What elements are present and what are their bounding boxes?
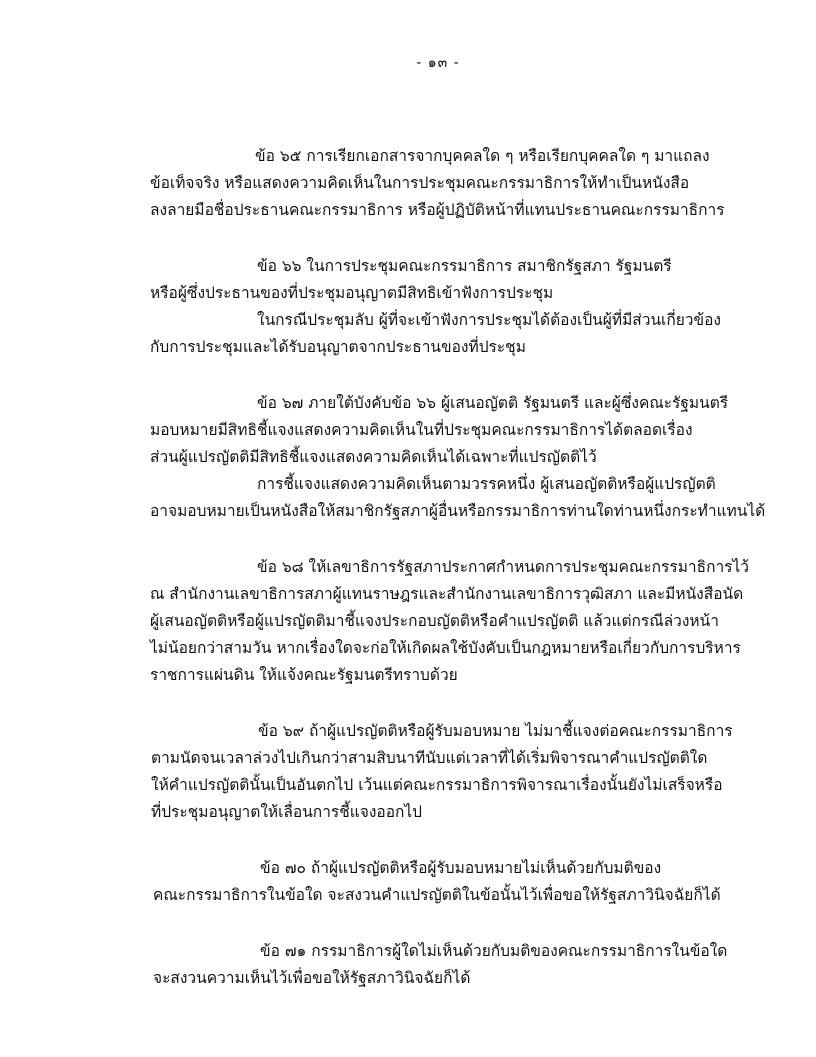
text-line: ข้อ ๖๖ ในการประชุมคณะกรรมาธิการ สมาชิกรัฐสภา รัฐมนตรี — [257, 257, 672, 275]
text-line: ในกรณีประชุมลับ ผู้ที่จะเข้าฟังการประชุมได้ต้องเป็นผู้ที่มีส่วนเกี่ยวข้อง — [257, 311, 721, 329]
text-line: ตามนัดจนเวลาล่วงไปเกินกว่าสามสิบนาทีนับแต่เวลาที่ได้เริ่มพิจารณาคำแปรญัตติใด — [151, 749, 708, 767]
text-line: หรือผู้ซึ่งประธานของที่ประชุมอนุญาตมีสิทธิเข้าฟังการประชุม — [150, 284, 554, 302]
text-line: กับการประชุมและได้รับอนุญาตจากประธานของที่ประชุม — [150, 338, 526, 356]
page-number: - ๑๓ - — [416, 55, 460, 71]
text-line: ข้อ ๖๘ ให้เลขาธิการรัฐสภาประกาศกำหนดการประชุมคณะกรรมาธิการไว้ — [257, 558, 749, 576]
text-line: ส่วนผู้แปรญัตติมีสิทธิชี้แจงแสดงความคิดเห็นได้เฉพาะที่แปรญัตติไว้ — [150, 448, 597, 466]
text-line: ให้คำแปรญัตตินั้นเป็นอันตกไป เว้นแต่คณะกรรมาธิการพิจารณาเรื่องนั้นยังไม่เสร็จหรือ — [151, 776, 723, 794]
text-line: ข้อเท็จจริง หรือแสดงความคิดเห็นในการประชุมคณะกรรมาธิการให้ทำเป็นหนังสือ — [150, 174, 690, 192]
text-line: ผู้เสนอญัตติหรือผู้แปรญัตติมาชี้แจงประกอบญัตติหรือคำแปรญัตติ แล้วแต่กรณีล่วงหน้า — [150, 612, 719, 630]
text-line: ข้อ ๖๗ ภายใต้บังคับข้อ ๖๖ ผู้เสนอญัตติ รัฐมนตรี และผู้ซึ่งคณะรัฐมนตรี — [257, 394, 729, 412]
text-line: ข้อ ๖๙ ถ้าผู้แปรญัตติหรือผู้รับมอบหมาย ไม่มาชี้แจงต่อคณะกรรมาธิการ — [258, 722, 733, 740]
text-line: ลงลายมือชื่อประธานคณะกรรมาธิการ หรือผู้ปฏิบัติหน้าที่แทนประธานคณะกรรมาธิการ — [150, 201, 725, 219]
text-line: ข้อ ๗๑ กรรมาธิการผู้ใดไม่เห็นด้วยกับมติของคณะกรรมาธิการในข้อใด — [260, 942, 728, 960]
text-line: ไม่น้อยกว่าสามวัน หากเรื่องใดจะก่อให้เกิดผลใช้บังคับเป็นกฎหมายหรือเกี่ยวกับการบริหาร — [150, 639, 741, 657]
text-line: มอบหมายมีสิทธิชี้แจงแสดงความคิดเห็นในที่ประชุมคณะกรรมาธิการได้ตลอดเรื่อง — [150, 421, 693, 439]
text-line: ข้อ ๗๐ ถ้าผู้แปรญัตติหรือผู้รับมอบหมายไม่เห็นด้วยกับมติของ — [260, 859, 662, 877]
text-line: ข้อ ๖๕ การเรียกเอกสารจากบุคคลใด ๆ หรือเรียกบุคคลใด ๆ มาแถลง — [255, 147, 710, 165]
text-line: ณ สำนักงานเลขาธิการสภาผู้แทนราษฎรและสำนักงานเลขาธิการวุฒิสภา และมีหนังสือนัด — [150, 585, 744, 603]
text-line: จะสงวนความเห็นไว้เพื่อขอให้รัฐสภาวินิจฉัยก็ได้ — [153, 969, 471, 987]
text-line: คณะกรรมาธิการในข้อใด จะสงวนคำแปรญัตติในข้อนั้นไว้เพื่อขอให้รัฐสภาวินิจฉัยก็ได้ — [153, 886, 721, 904]
text-line: การชี้แจงแสดงความคิดเห็นตามวรรคหนึ่ง ผู้เสนอญัตติหรือผู้แปรญัตติ — [257, 475, 716, 493]
text-line: ราชการแผ่นดิน ให้แจ้งคณะรัฐมนตรีทราบด้วย — [150, 666, 458, 684]
text-line: อาจมอบหมายเป็นหนังสือให้สมาชิกรัฐสภาผู้อื่นหรือกรรมาธิการท่านใดท่านหนึ่งกระทำแทนได้ — [150, 502, 766, 520]
text-line: ที่ประชุมอนุญาตให้เลื่อนการชี้แจงออกไป — [151, 803, 423, 821]
